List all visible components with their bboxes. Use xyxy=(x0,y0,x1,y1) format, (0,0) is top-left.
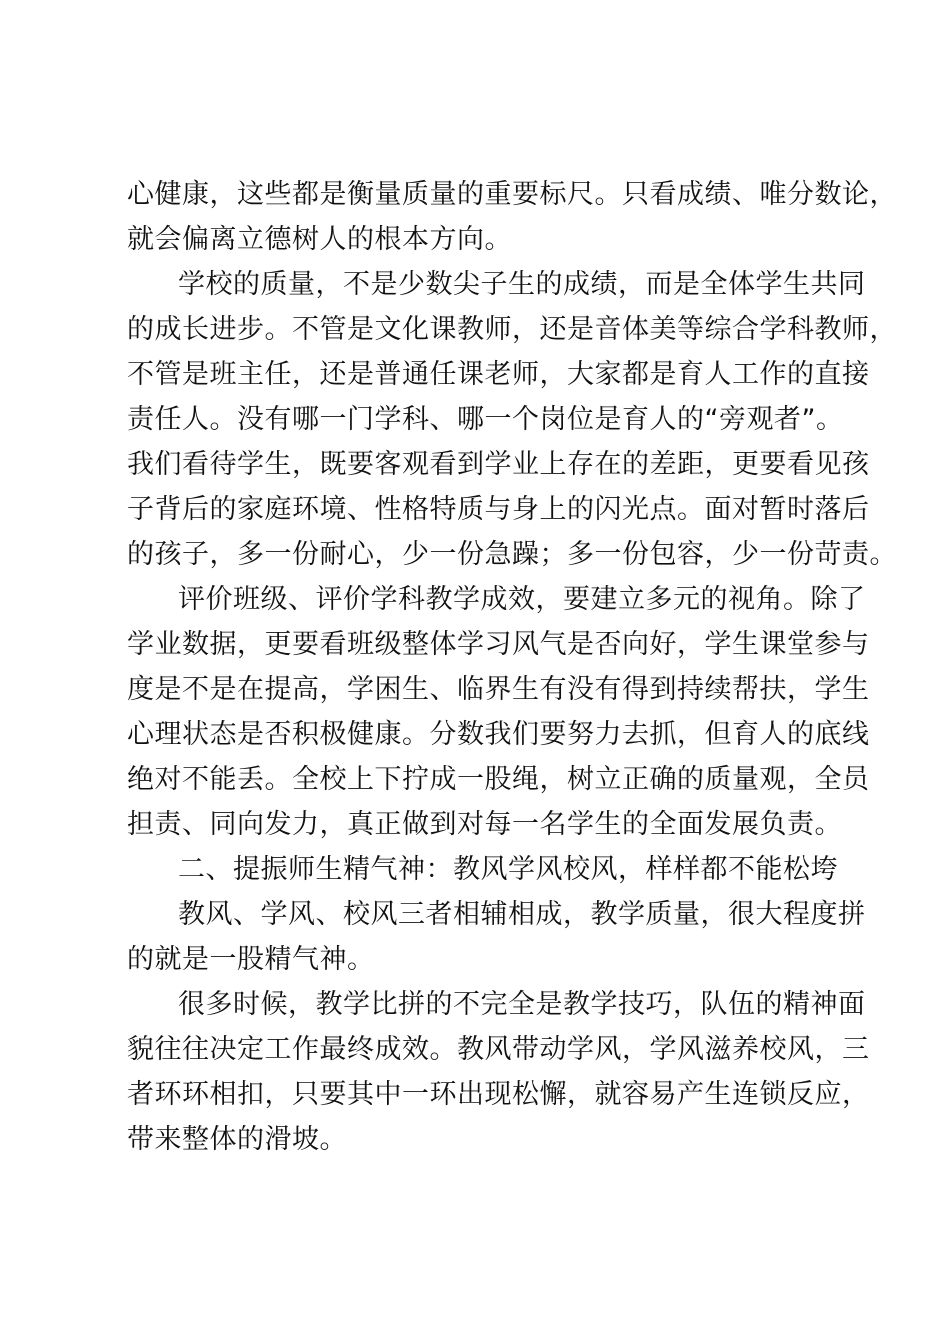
paragraph-start-line: 评价班级、评价学科教学成效，要建立多元的视角。除了 xyxy=(178,584,866,615)
text-line: 心健康，这些都是衡量质量的重要标尺。只看成绩、唯分数论， xyxy=(127,179,897,210)
text-line: 貌往往决定工作最终成效。教风带动学风，学风滋养校风，三 xyxy=(127,1034,870,1065)
paragraph-start-line: 教风、学风、校风三者相辅相成，教学质量，很大程度拼 xyxy=(178,899,866,930)
text-line: 绝对不能丢。全校上下拧成一股绳，树立正确的质量观，全员 xyxy=(127,764,870,795)
text-line: 者环环相扣，只要其中一环出现松懈，就容易产生连锁反应， xyxy=(127,1079,870,1110)
text-line: 我们看待学生，既要客观看到学业上存在的差距，更要看见孩 xyxy=(127,449,870,480)
paragraph-start-line: 很多时候，教学比拼的不完全是教学技巧，队伍的精神面 xyxy=(178,989,866,1020)
text-line: 度是不是在提高，学困生、临界生有没有得到持续帮扶，学生 xyxy=(127,674,870,705)
text-line: 学业数据，更要看班级整体学习风气是否向好，学生课堂参与 xyxy=(127,629,870,660)
text-line: 子背后的家庭环境、性格特质与身上的闪光点。面对暂时落后 xyxy=(127,494,870,525)
text-line: 带来整体的滑坡。 xyxy=(127,1124,347,1155)
text-line: 的成长进步。不管是文化课教师，还是音体美等综合学科教师， xyxy=(127,314,897,345)
text-line: 心理状态是否积极健康。分数我们要努力去抓，但育人的底线 xyxy=(127,719,870,750)
text-line: 就会偏离立德树人的根本方向。 xyxy=(127,224,512,255)
text-line: 的孩子，多一份耐心，少一份急躁；多一份包容，少一份苛责。 xyxy=(127,539,897,570)
section-heading: 二、提振师生精气神：教风学风校风，样样都不能松垮 xyxy=(178,854,838,885)
text-line: 的就是一股精气神。 xyxy=(127,944,375,975)
text-line: 责任人。没有哪一门学科、哪一个岗位是育人的“旁观者”。 xyxy=(127,404,844,435)
text-line: 担责、同向发力，真正做到对每一名学生的全面发展负责。 xyxy=(127,809,842,840)
paragraph-start-line: 学校的质量，不是少数尖子生的成绩，而是全体学生共同 xyxy=(178,269,866,300)
text-line: 不管是班主任，还是普通任课老师，大家都是育人工作的直接 xyxy=(127,359,870,390)
